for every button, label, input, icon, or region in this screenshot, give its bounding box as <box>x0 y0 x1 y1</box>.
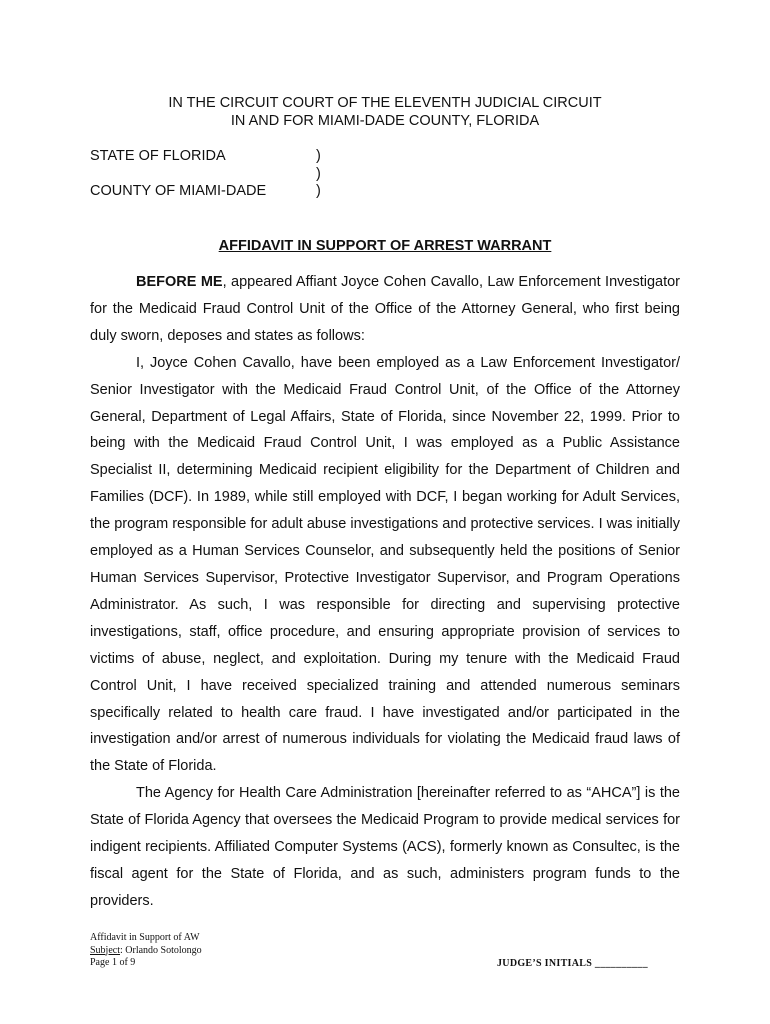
before-me-text: , appeared Affiant Joyce Cohen Cavallo, Law Enforcement Investigator for the Medicaid Fraud Control Unit of the Office of the Attorney General, who first being duly sworn, deposes and states as follows: <box>90 274 680 344</box>
paragraph-background: I, Joyce Cohen Cavallo, have been employed as a Law Enforcement Investigator/ Senior Investigator with the Medicaid Fraud Control Unit, of the Office of the Attorney General, Department of Legal Affairs, State of Florida, since November 22, 1999. Prior to being with the Medicaid Fraud Control Unit, I was employed as a Public Assistance Specialist II, determining Medicaid recipient eligibility for the Department of Children and Families (DCF). In 1989, while still employed with DCF, I began working for Adult Services, the program responsible for adult abuse investigations and protective services. I was initially employed as a Human Services Counselor, and subsequently held the positions of Senior Human Services Supervisor, Protective Investigator Supervisor, and Program Operations Administrator. As such, I was responsible for directing and supervising protective investigations, staff, office procedure, and ensuring appropriate provision of services to victims of abuse, neglect, and exploitation. During my tenure with the Medicaid Fraud Control Unit, I have received specialized training and attended numerous seminars specifically related to health care fraud. I have investigated and/or participated in the investigation and/or arrest of numerous individuals for violating the Medicaid fraud laws of the State of Florida. <box>90 354 680 775</box>
footer-subject-value: : Orlando Sotolongo <box>120 944 202 956</box>
footer-page-number: Page 1 of 9 <box>90 957 136 968</box>
caption-county: COUNTY OF MIAMI-DADE <box>90 183 267 199</box>
footer-doc-name: Affidavit in Support of AW <box>90 932 200 943</box>
court-heading-line-1: IN THE CIRCUIT COURT OF THE ELEVENTH JUDICIAL CIRCUIT <box>168 95 602 111</box>
caption-paren: ) <box>316 166 321 182</box>
court-heading-line-2: IN AND FOR MIAMI-DADE COUNTY, FLORIDA <box>230 113 540 129</box>
before-me-lead: BEFORE ME <box>136 274 223 290</box>
footer-document-info <box>90 932 202 970</box>
judges-initials-line: JUDGE’S INITIALS __________ <box>497 958 648 969</box>
caption-paren: ) <box>316 183 321 199</box>
footer-subject-label: Subject <box>90 944 120 956</box>
footer-subject <box>90 945 202 958</box>
document-title: AFFIDAVIT IN SUPPORT OF ARREST WARRANT <box>218 238 552 254</box>
caption-paren: ) <box>316 148 321 164</box>
caption-state: STATE OF FLORIDA <box>90 148 226 164</box>
paragraph-ahca: The Agency for Health Care Administration [hereinafter referred to as “AHCA”] is the State of Florida Agency that oversees the Medicaid Program to provide medical services for indigent recipients. Affiliated Computer Systems (ACS), formerly known as Consultec, is the fiscal agent for the State of Florida, and as such, administers program funds to the providers. <box>90 785 680 909</box>
affidavit-body <box>90 269 680 915</box>
paragraph-before-me <box>90 269 680 350</box>
